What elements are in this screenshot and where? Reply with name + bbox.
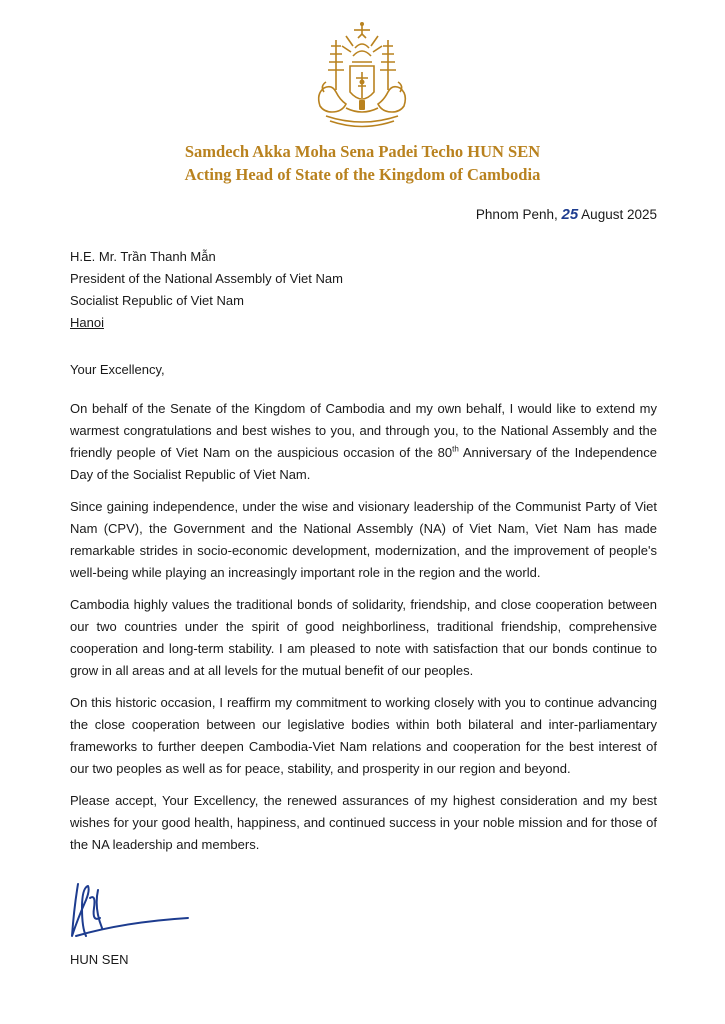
dateline (476, 206, 657, 223)
signer-name: HUN SEN (70, 952, 129, 967)
signature-icon (64, 878, 194, 950)
letter-body (70, 398, 657, 866)
paragraph-2: Since gaining independence, under the wise and visionary leadership of the Communist Party of Viet Nam (CPV), the Government and the National Assembly (NA) of Viet Nam, Viet Nam has made remarkable strides in socio-economic development, modernization, and the improvement of people's well-being while playing an increasingly important role in the region and the world. (70, 499, 657, 580)
recipient-country: Socialist Republic of Viet Nam (70, 293, 244, 308)
paragraph-1: On behalf of the Senate of the Kingdom of Cambodia and my own behalf, I would like to extend my warmest congratulations and best wishes to you, and through you, to the National Assembly and the friendly people of Viet Nam on the auspicious occasion of the 80th Anniversary of the Independence Day of the Socialist Republic of Viet Nam. (70, 401, 657, 482)
salutation: Your Excellency, (70, 362, 165, 377)
date-city: Phnom Penh, (475, 207, 562, 222)
letterhead (0, 140, 725, 186)
paragraph-5: Please accept, Your Excellency, the renewed assurances of my highest consideration and my best wishes for your good health, happiness, and continued success in your noble mission and for those of the NA leadership and members. (70, 793, 657, 852)
sender-title: Acting Head of State of the Kingdom of Cambodia (184, 165, 541, 184)
recipient-city: Hanoi (70, 315, 104, 330)
recipient-address (70, 246, 343, 334)
date-month-year: August 2025 (578, 207, 657, 222)
recipient-title: President of the National Assembly of Viet Nam (70, 271, 343, 286)
sender-name: Samdech Akka Moha Sena Padei Techo HUN SEN (184, 142, 541, 161)
paragraph-3: Cambodia highly values the traditional bonds of solidarity, friendship, and close cooperation between our two countries under the spirit of good neighborliness, traditional friendship, comprehensive cooperation and long-term stability. I am pleased to note with satisfaction that our bonds continue to grow in all areas and at all levels for the mutual benefit of our peoples. (70, 597, 657, 678)
royal-arms-emblem-icon (306, 20, 418, 132)
paragraph-4: On this historic occasion, I reaffirm my commitment to working closely with you to continue advancing the close cooperation between our legislative bodies within both bilateral and inter-parliamentary frameworks to further deepen Cambodia-Viet Nam relations and cooperation for the best interest of our two peoples as well as for peace, stability, and prosperity in our region and beyond. (70, 695, 657, 776)
date-day: 25 (561, 206, 579, 223)
recipient-name: H.E. Mr. Trần Thanh Mẫn (70, 249, 216, 264)
